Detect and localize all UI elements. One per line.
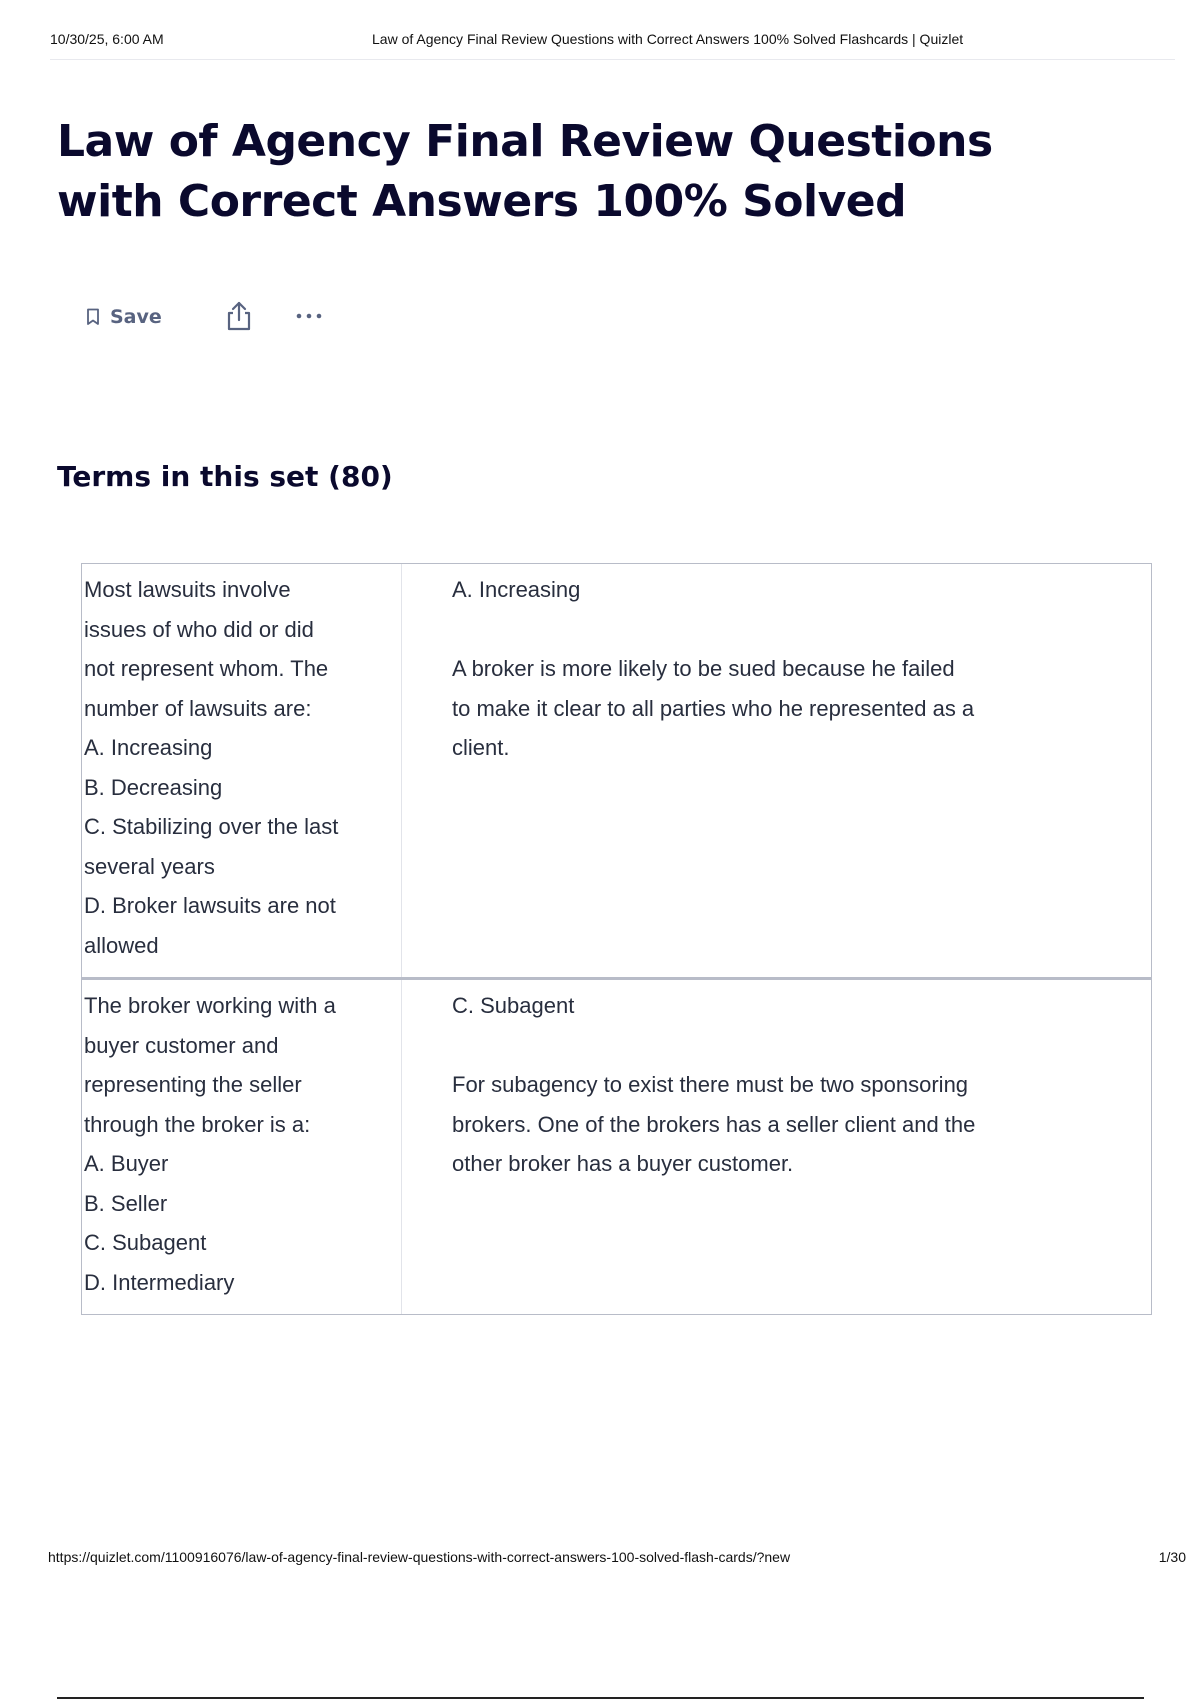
print-doc-title: Law of Agency Final Review Questions with Correct Answers 100% Solved Flashcards | Quizlet: [372, 31, 964, 47]
definition-text: C. Subagent For subagency to exist there must be two sponsoring brokers. One of the brokers has a seller client and the other broker has a buyer customer.: [452, 993, 976, 1176]
share-icon[interactable]: [224, 300, 254, 332]
bookmark-icon: [86, 308, 100, 326]
bottom-divider: [57, 1697, 1144, 1699]
page-number: 1/30: [1158, 1549, 1186, 1565]
definition-text: A. Increasing A broker is more likely to be sued because he failed to make it clear to all parties who he represented as a client.: [452, 577, 975, 760]
term-text: The broker working with a buyer customer and representing the seller through the broker is a: A. Buyer B. Seller C. Subagent D. Intermediary: [82, 980, 402, 1314]
terms-table: [81, 563, 1152, 1315]
terms-heading: Terms in this set (80): [57, 460, 393, 493]
term-text: Most lawsuits involve issues of who did or did not represent whom. The number of lawsuits are: A. Increasing B. Decreasing C. Stabilizing over the last several years D. Broker lawsuits are not allowed: [82, 564, 402, 977]
term-row: [82, 564, 1151, 980]
page-url: https://quizlet.com/1100916076/law-of-agency-final-review-questions-with-correct-answers-100-solved-flash-cards/?new: [48, 1549, 791, 1565]
more-icon[interactable]: [292, 304, 326, 328]
print-date: 10/30/25, 6:00 AM: [50, 31, 164, 47]
save-label: Save: [110, 306, 162, 328]
print-header: [50, 29, 1175, 60]
page-title: Law of Agency Final Review Questions with Correct Answers 100% Solved: [57, 116, 993, 227]
term-row: [82, 980, 1151, 1314]
save-button[interactable]: [86, 302, 170, 332]
